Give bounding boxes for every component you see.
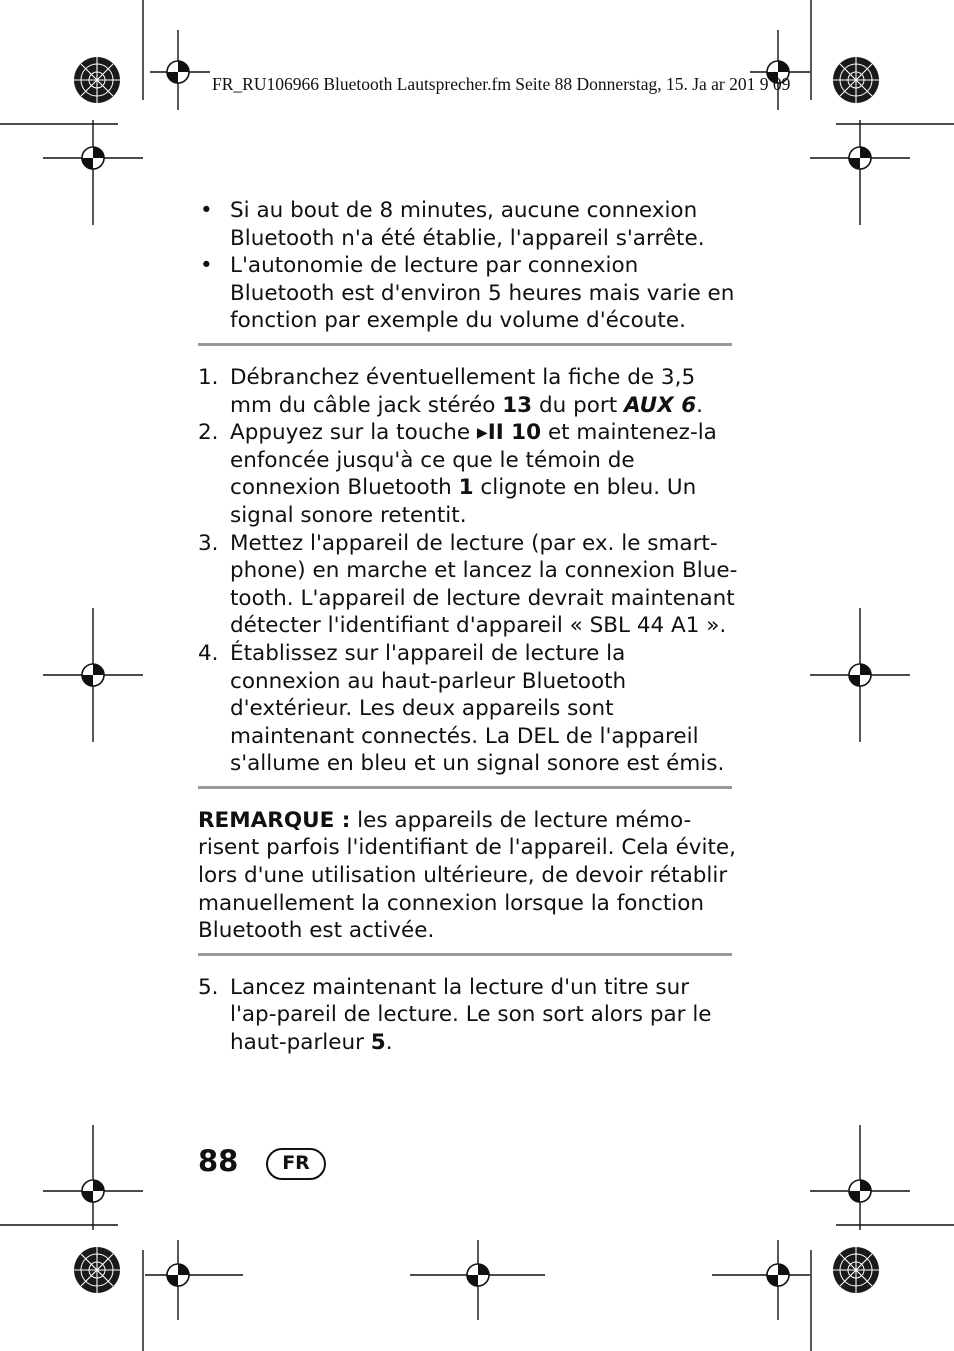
step-text: Appuyez sur la touche <box>230 420 477 446</box>
step-text: Débranchez éventuellement la fiche de 3,5 mm du câble jack stéréo <box>230 364 696 418</box>
playback-steps-list <box>198 974 738 1057</box>
note-text: les appareils de lecture mémo-risent parfois l'identifiant de l'appareil. Cela évite, lors d'une utilisation ultérieure, de devoir rétablir manuellement la connexion lorsque la fonction Bluetooth est activée. <box>198 807 736 944</box>
step-text: clignote en bleu. Un signal sonore retentit. <box>230 475 697 528</box>
pairing-steps-list <box>198 364 738 778</box>
part-ref: 13 <box>502 392 533 418</box>
info-bullet-list <box>198 197 738 335</box>
step-text: Établissez sur l'appareil de lecture la connexion au haut-parleur Bluetooth d'extérieur. Les deux appareils sont maintenant connectés. La DEL de l'appareil s'allume en bleu et un signal sonore est émis. <box>230 640 725 777</box>
step-item <box>198 364 738 419</box>
step-item <box>198 530 738 640</box>
step-number: 1. <box>198 364 219 390</box>
step-text: et maintenez-la enfoncée jusqu'à ce que le témoin de connexion Bluetooth <box>230 420 717 501</box>
step-number: 4. <box>198 640 219 666</box>
print-header: FR_RU106966 Bluetooth Lautsprecher.fm Seite 88 Donnerstag, 15. Ja ar 201 9 09 <box>212 74 791 94</box>
page-content <box>198 197 738 1057</box>
step-number: 2. <box>198 420 219 446</box>
note-paragraph <box>198 807 738 945</box>
note-label: REMARQUE : <box>198 807 351 833</box>
step-text: Mettez l'appareil de lecture (par ex. le smart-phone) en marche et lancez la connexion Blue-tooth. L'appareil de lecture devrait maintenant détecter l'identifiant d'appareil « SBL 44 A1 ». <box>230 530 738 639</box>
step-text: du port <box>532 392 624 418</box>
language-badge: FR <box>266 1148 326 1180</box>
port-ref: AUX 6 <box>624 392 697 418</box>
play-pause-ref: ▸II 10 <box>476 420 542 446</box>
section-divider <box>198 786 732 789</box>
section-divider <box>198 343 732 346</box>
step-item <box>198 419 738 529</box>
page-number: 88 <box>198 1144 239 1178</box>
step-number: 3. <box>198 530 219 556</box>
bullet-item: • L'autonomie de lecture par connexion Bluetooth est d'environ 5 heures mais varie en fonction par exemple du volume d'écoute. <box>198 252 738 335</box>
step-number: 5. <box>198 974 219 1000</box>
step-text: . <box>385 1030 393 1056</box>
step-item <box>198 974 738 1057</box>
part-ref: 1 <box>458 475 474 501</box>
step-text: . <box>696 392 703 418</box>
section-divider <box>198 953 732 956</box>
step-text: Lancez maintenant la lecture d'un titre sur l'ap-pareil de lecture. Le son sort alors par le haut-parleur <box>230 974 712 1056</box>
part-ref: 5 <box>370 1030 386 1056</box>
bullet-item: • Si au bout de 8 minutes, aucune connexion Bluetooth n'a été établie, l'appareil s'arrête. <box>198 197 738 252</box>
step-item <box>198 640 738 778</box>
